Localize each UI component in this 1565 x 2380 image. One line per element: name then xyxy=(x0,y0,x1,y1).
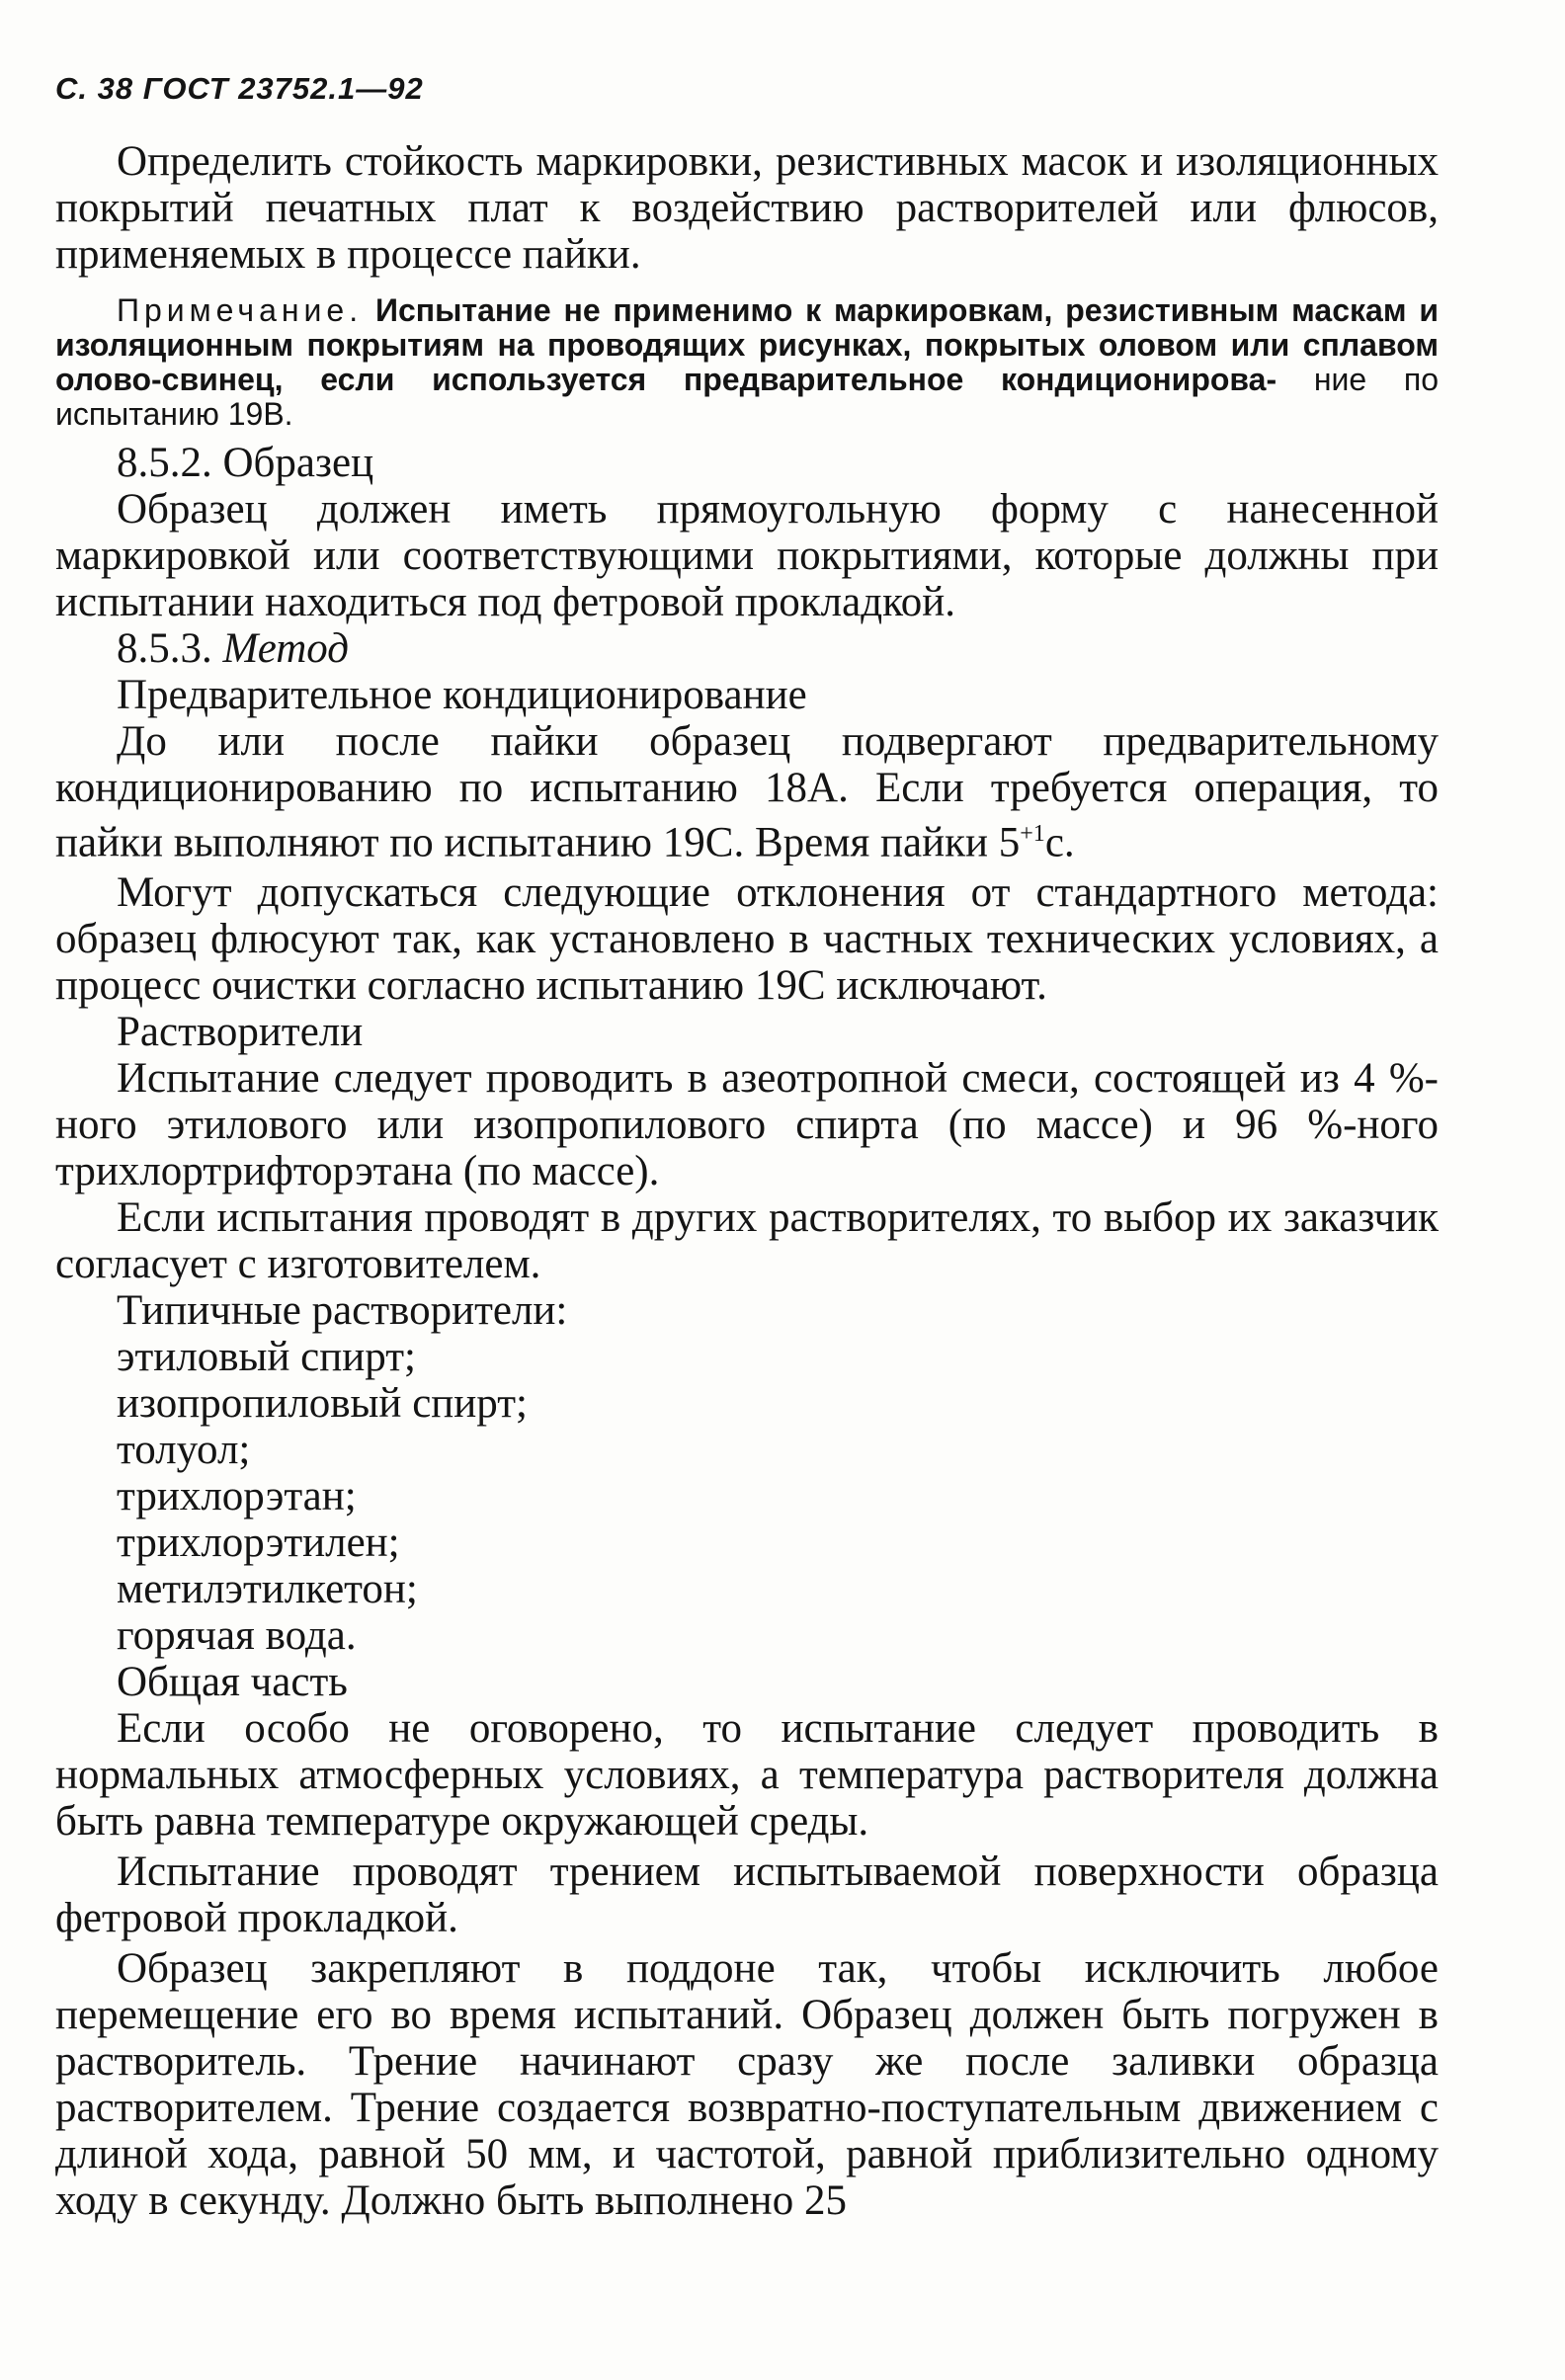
list-item: трихлорэтилен; xyxy=(117,1519,400,1567)
precond-sup: +1 xyxy=(1020,821,1045,847)
section-853-title: Метод xyxy=(222,625,349,672)
list-item: изопропиловый спирт; xyxy=(117,1380,528,1428)
precond-text xyxy=(55,718,1439,865)
section-852-heading: 8.5.2. Образец xyxy=(117,440,374,486)
list-item: горячая вода. xyxy=(117,1612,357,1660)
typical-solvents-list xyxy=(55,1334,1439,1659)
typical-heading: Типичные растворители: xyxy=(117,1287,568,1335)
precond-unit: с. xyxy=(1044,819,1075,866)
general-paragraph-2: Испытание проводят трением испытываемой поверхности образца фетровой прокладкой. xyxy=(55,1848,1439,1942)
precond-heading: Предварительное кондиционирование xyxy=(117,672,807,718)
general-paragraph-3: Образец закрепляют в поддоне так, чтобы исключить любое перемещение его во время испытаний. Образец должен быть погружен в растворитель. Трение начинают сразу же после заливки образца растворителем. Трение создается возвратно-поступательным движением с длиной хода, равной 50 мм, и частотой, равной приблизительно одному ходу в секунду. Должно быть выполнено 25 xyxy=(55,1945,1439,2225)
section-853-number: 8.5.3. xyxy=(117,625,212,672)
note xyxy=(55,293,1439,432)
intro-paragraph: Определить стойкость маркировки, резистивных масок и изоляционных покрытий печатных плат к воздействию растворителей или флюсов, применяемых в процессе пайки. xyxy=(55,138,1439,278)
note-tail: ние по испытанию 19В. xyxy=(55,362,1439,432)
solvents-paragraph: Испытание следует проводить в азеотропной смеси, состоящей из 4 %-ного этилового или изопропилового спирта (по массе) и 96 %-ного трихлортрифторэтана (по массе). xyxy=(55,1055,1439,1195)
list-item: этиловый спирт; xyxy=(117,1334,416,1381)
document-body xyxy=(55,138,1439,2224)
section-852-text: Образец должен иметь прямоугольную форму с нанесенной маркировкой или соответствующими покрытиями, которые должны при испытании находиться под фетровой прокладкой. xyxy=(55,486,1439,625)
note-label: Примечание. xyxy=(117,292,364,328)
precond-body: До или после пайки образец подвергают предварительному кондиционированию по испытанию 18А. Если требуется операция, то пайки выполняют по испытанию 19С. Время пайки 5 xyxy=(55,718,1439,866)
deviations-paragraph: Могут допускаться следующие отклонения от стандартного метода: образец флюсуют так, как установлено в частных технических условиях, а процесс очистки согласно испытанию 19С исключают. xyxy=(55,869,1439,1010)
general-paragraph-1: Если особо не оговорено, то испытание следует проводить в нормальных атмосферных условиях, а температура растворителя должна быть равна температуре окружающей среды. xyxy=(55,1705,1439,1846)
list-item: толуол; xyxy=(117,1427,251,1474)
list-item: метилэтилкетон; xyxy=(117,1566,418,1613)
page-header: С. 38 ГОСТ 23752.1—92 xyxy=(55,71,424,106)
section-853-heading xyxy=(55,625,1439,672)
general-heading: Общая часть xyxy=(117,1659,348,1706)
other-solvents-paragraph: Если испытания проводят в других растворителях, то выбор их заказчик согласует с изготовителем. xyxy=(55,1194,1439,1288)
note-text: Испытание не применимо к маркировкам, резистивным маскам и изоляционным покрытиям на проводящих рисунках, покрытых оловом или сплавом олово-свинец, если используется предварительное кондиционирова- xyxy=(55,292,1440,397)
list-item: трихлорэтан; xyxy=(117,1473,357,1520)
solvents-heading: Растворители xyxy=(117,1009,364,1056)
